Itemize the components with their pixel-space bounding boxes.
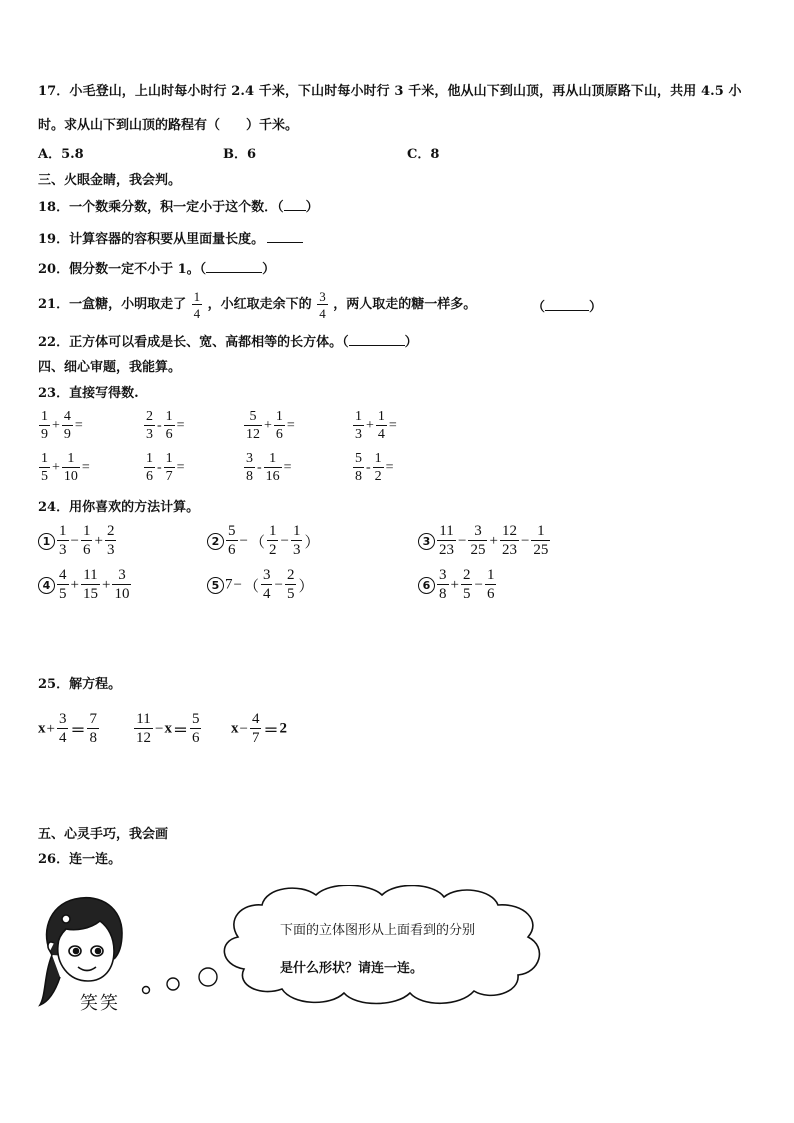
character-name-label: 笑笑 (80, 993, 120, 1014)
q22 (38, 333, 418, 352)
thought-cloud-shape (224, 885, 539, 1003)
q25-equation-3: x− $\frac{4}{7}$ ＝2 (231, 711, 287, 746)
q20 (38, 260, 275, 279)
q24-title: 24．用你喜欢的方法计算。 (38, 500, 200, 515)
q21-text-1: 21．一盒糖，小明取走了 (38, 297, 187, 312)
thought-dot-large (199, 968, 217, 986)
q26-title: 26．连一连。 (38, 852, 122, 867)
circle-number-6: 6 (418, 577, 435, 594)
circle-number-3: 3 (418, 533, 435, 550)
q20-close: ） (262, 262, 276, 277)
q24-expr-3: 3 $\frac{11}{23}$ − $\frac{3}{25}$ + $\frac{12}{23}$ − $\frac{1}{25}$ (418, 524, 551, 558)
q21-fraction-1: $\frac{1}{4}$ (193, 289, 201, 321)
q23-item-6: $\frac{1}{6}$ - $\frac{1}{7}$ = (146, 451, 185, 484)
q21 (38, 290, 476, 320)
q18 (38, 198, 319, 217)
q19 (38, 230, 303, 249)
q22-text: 22．正方体可以看成是长、宽、高都相等的长方体。（ (38, 335, 349, 350)
circle-number-1: 1 (38, 533, 55, 550)
q21-answer-blank[interactable] (545, 298, 589, 311)
q23-title: 23．直接写得数. (38, 386, 139, 401)
q21-text-2: ，小红取走余下的 (207, 297, 312, 312)
q21-text-3: ，两人取走的糖一样多。 (333, 297, 477, 312)
q20-answer-blank[interactable] (206, 260, 262, 273)
q25-equation-2: $\frac{11}{12}$ −x＝ $\frac{5}{6}$ (136, 711, 200, 746)
q21-answer: （ ） (532, 300, 603, 315)
q18-text: 18．一个数乘分数，积一定小于这个数．（ (38, 200, 284, 215)
circle-number-4: 4 (38, 577, 55, 594)
q20-text: 20．假分数一定不小于 1。（ (38, 262, 207, 277)
circle-number-2: 2 (207, 533, 224, 550)
q22-close: ） (404, 335, 418, 350)
q25-equation-1: x+ $\frac{3}{4}$ ＝ $\frac{7}{8}$ (38, 711, 97, 746)
q24-expr-6: 6 $\frac{3}{8}$ + $\frac{2}{5}$ − $\frac{1}{6}$ (418, 568, 497, 602)
q24-expr-5: 5 7− （ $\frac{3}{4}$ − $\frac{2}{5}$ ） (207, 568, 314, 602)
thought-dot-small (143, 987, 150, 994)
q21-fraction-2: $\frac{3}{4}$ (319, 289, 326, 321)
q23-item-1: $\frac{1}{9}$ + $\frac{4}{9}$ = (41, 409, 83, 442)
q18-close: ） (305, 200, 319, 215)
q23-item-7: $\frac{3}{8}$ - $\frac{1}{16}$ = (246, 451, 292, 484)
q17-option-c[interactable]: C．8 (407, 147, 440, 162)
section-3-heading: 三、火眼金睛，我会判。 (38, 173, 182, 188)
q22-answer-blank[interactable] (349, 333, 405, 346)
section-4-heading: 四、细心审题，我能算。 (38, 360, 182, 375)
q19-text: 19．计算容器的容积要从里面量长度。 (38, 232, 265, 247)
q23-item-8: $\frac{5}{8}$ - $\frac{1}{2}$ = (355, 451, 394, 484)
q23-item-2: $\frac{2}{3}$ - $\frac{1}{6}$ = (146, 409, 185, 442)
q24-expr-1: 1 $\frac{1}{3}$ − $\frac{1}{6}$ + $\frac{2}{3}$ (38, 524, 117, 558)
q17-line2: 时。求从山下到山顶的路程有（ ）千米。 (38, 118, 299, 133)
thought-bubble-line-1: 下面的立体图形从上面看到的分别 (280, 923, 476, 938)
q17-line1: 17．小毛登山，上山时每小时行 2.4 千米，下山时每小时行 3 千米，他从山下到山顶，再从山顶原路下山，共用 4.5 小 (38, 84, 742, 99)
q24-expr-2: 2 $\frac{5}{6}$ − （ $\frac{1}{2}$ − $\frac{1}{3}$ ） (207, 524, 320, 558)
circle-number-5: 5 (207, 577, 224, 594)
q19-answer-blank[interactable] (267, 230, 303, 243)
q25-title: 25．解方程。 (38, 677, 122, 692)
q24-expr-4: 4 $\frac{4}{5}$ + $\frac{11}{15}$ + $\frac{3}{10}$ (38, 568, 132, 602)
q23-item-3: $\frac{5}{12}$ + $\frac{1}{6}$ = (246, 409, 295, 442)
q23-item-5: $\frac{1}{5}$ + $\frac{1}{10}$ = (41, 451, 90, 484)
q23-item-4: $\frac{1}{3}$ + $\frac{1}{4}$ = (355, 409, 397, 442)
q17-option-b[interactable]: B．6 (223, 147, 257, 162)
q17-option-a[interactable]: A．5.8 (38, 147, 84, 162)
thought-bubble-line-2: 是什么形状？请连一连。 (280, 961, 424, 976)
thought-dot-medium (167, 978, 179, 990)
section-5-heading: 五、心灵手巧，我会画 (38, 827, 169, 842)
q18-answer-blank[interactable] (284, 198, 306, 211)
